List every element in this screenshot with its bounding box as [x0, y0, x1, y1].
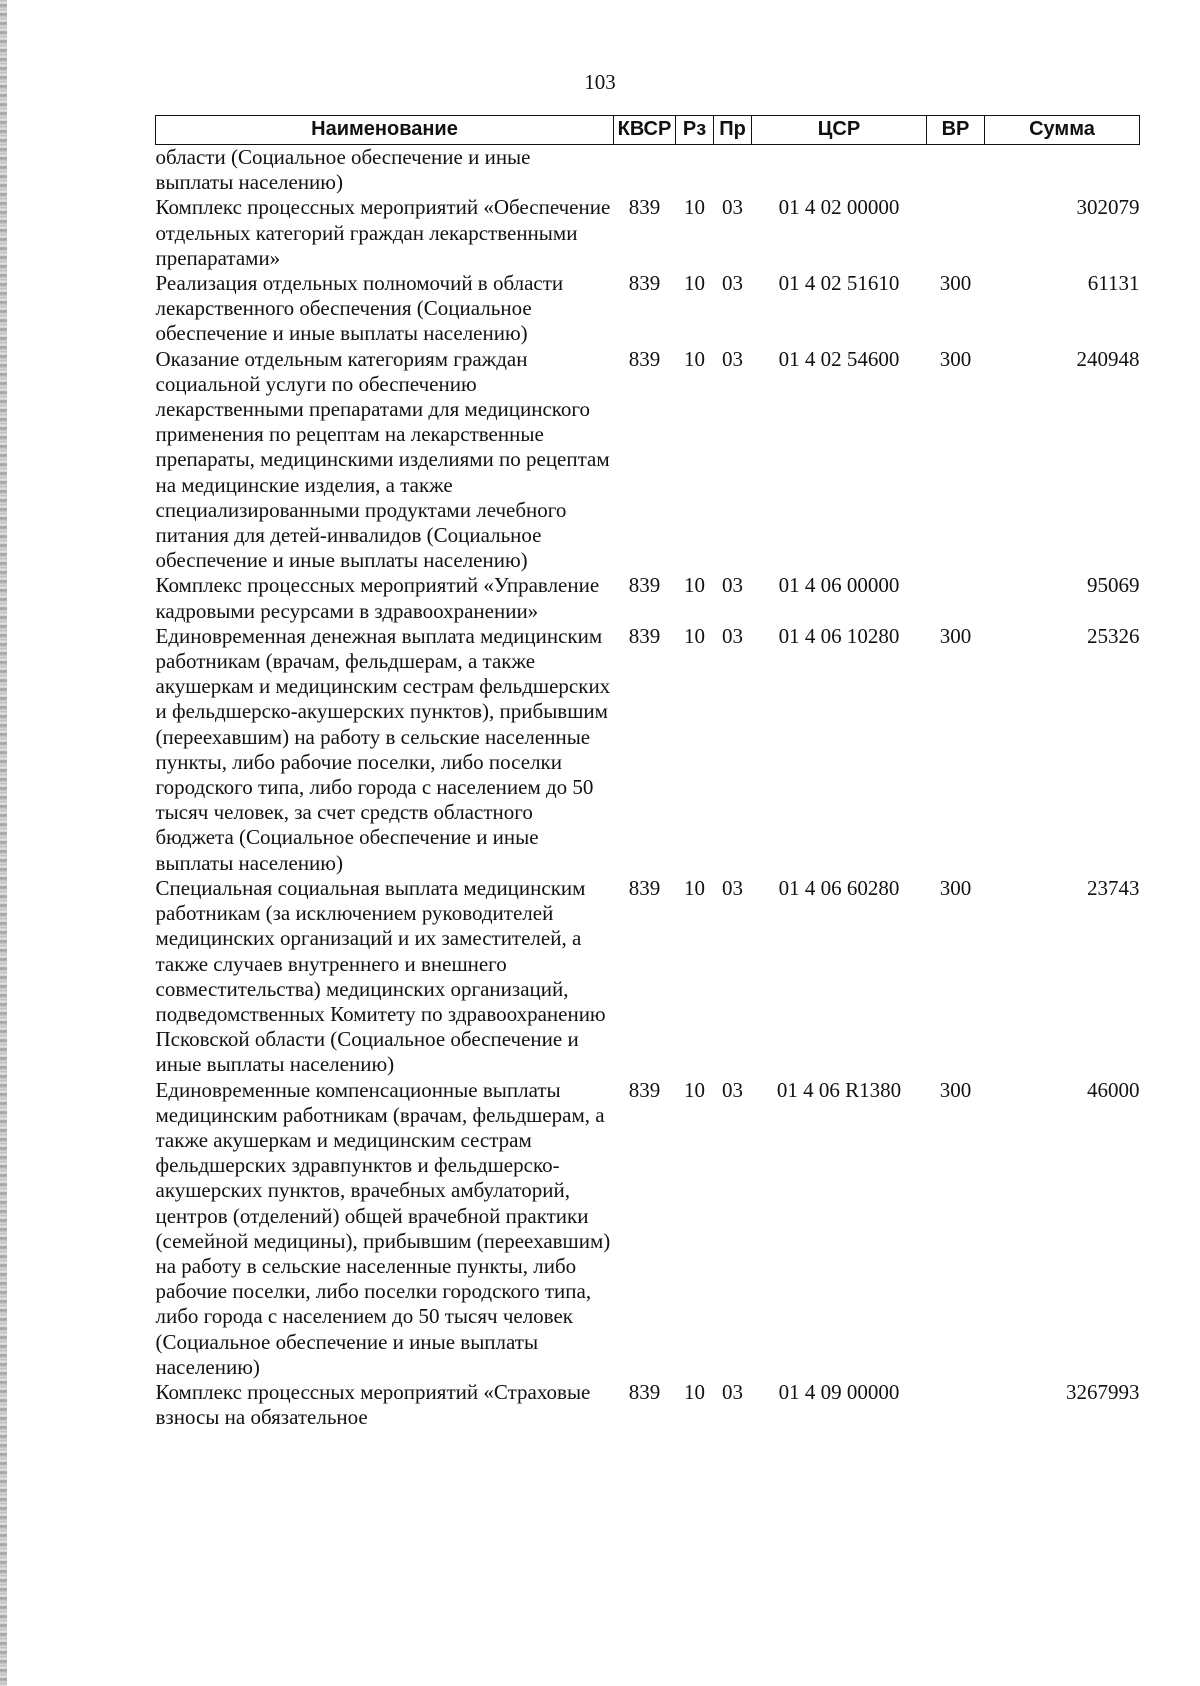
cell-kvsr: 839: [628, 346, 661, 371]
page-number: 103: [584, 70, 616, 94]
cell-csr: 01 4 02 00000: [778, 195, 900, 220]
cell-sum: 3267993: [1066, 1379, 1140, 1404]
cell-csr: 01 4 06 R1380: [776, 1077, 902, 1102]
scan-edge: [0, 0, 7, 1686]
cell-name: Реализация отдельных полномочий в области лекарственного обеспечения (Социальное обеспечение и иные выплаты населению): [155, 271, 564, 346]
cell-name: Комплекс процессных мероприятий «Обеспечение отдельных категорий граждан лекарственными препаратами»: [155, 195, 611, 270]
table-row: [156, 573, 1140, 623]
cell-rz: 10: [684, 1077, 705, 1102]
cell-pr: 03: [722, 271, 743, 296]
cell-pr: 03: [722, 623, 743, 648]
header-vr: ВР: [927, 116, 985, 145]
table-row: [156, 271, 1140, 347]
cell-vr: 300: [939, 271, 972, 296]
cell-vr: [927, 573, 985, 623]
cell-vr: [927, 195, 985, 271]
cell-csr: 01 4 06 10280: [778, 623, 900, 648]
cell-name: Оказание отдельным категориям граждан социальной услуги по обеспечению лекарственными препаратами для медицинского применения по рецептам на лекарственные препараты, медицинскими изделиями по рецептам на медицинские изделия, а также специализированными продуктами лечебного питания для детей-инвалидов (Социальное обеспечение и иные выплаты населению): [155, 346, 610, 573]
table-row: [156, 145, 1140, 196]
cell-rz: [676, 145, 714, 196]
cell-rz: 10: [684, 875, 705, 900]
cell-sum: 46000: [1087, 1077, 1140, 1102]
cell-pr: [714, 145, 752, 196]
cell-pr: 03: [722, 346, 743, 371]
cell-vr: [927, 145, 985, 196]
cell-sum: 240948: [1076, 346, 1140, 371]
cell-sum: 23743: [1087, 875, 1140, 900]
header-sum: Сумма: [985, 116, 1140, 145]
cell-rz: 10: [684, 573, 705, 598]
cell-csr: 01 4 02 54600: [778, 346, 900, 371]
cell-name: области (Социальное обеспечение и иные выплаты населению): [155, 145, 531, 195]
cell-csr: 01 4 06 60280: [778, 875, 900, 900]
cell-kvsr: [614, 145, 676, 196]
header-name: Наименование: [156, 116, 614, 145]
cell-pr: 03: [722, 1077, 743, 1102]
cell-name: Комплекс процессных мероприятий «Управление кадровыми ресурсами в здравоохранении»: [155, 573, 600, 623]
table-row: [156, 195, 1140, 271]
cell-sum: 61131: [1087, 271, 1140, 296]
cell-kvsr: 839: [628, 623, 661, 648]
header-rz: Рз: [676, 116, 714, 145]
cell-rz: 10: [684, 1379, 705, 1404]
cell-sum: 25326: [1087, 623, 1140, 648]
cell-pr: 03: [722, 1379, 743, 1404]
cell-sum: 302079: [1076, 195, 1140, 220]
table-row: [156, 624, 1140, 876]
cell-csr: 01 4 02 51610: [778, 271, 900, 296]
cell-kvsr: 839: [628, 1379, 661, 1404]
cell-csr: 01 4 09 00000: [778, 1379, 900, 1404]
cell-name: Специальная социальная выплата медицинским работникам (за исключением руководителей медицинских организаций и их заместителей, а также случаев внутреннего и внешнего совместительства) медицинских организаций, подведомственных Комитету по здравоохранению Псковской области (Социальное обеспечение и иные выплаты населению): [155, 875, 606, 1077]
cell-kvsr: 839: [628, 875, 661, 900]
cell-kvsr: 839: [628, 271, 661, 296]
cell-csr: [752, 145, 927, 196]
cell-pr: 03: [722, 875, 743, 900]
cell-vr: 300: [939, 875, 972, 900]
cell-vr: [927, 1380, 985, 1430]
table-row: [156, 1380, 1140, 1430]
cell-pr: 03: [722, 195, 743, 220]
table-row: [156, 876, 1140, 1078]
cell-sum: 95069: [1087, 573, 1140, 598]
cell-kvsr: 839: [628, 195, 661, 220]
cell-vr: 300: [939, 1077, 972, 1102]
cell-rz: 10: [684, 623, 705, 648]
cell-vr: 300: [939, 623, 972, 648]
cell-sum: [985, 145, 1140, 196]
header-kvsr: КВСР: [614, 116, 676, 145]
table-row: [156, 1078, 1140, 1380]
cell-rz: 10: [684, 346, 705, 371]
budget-table: [155, 115, 1140, 1430]
cell-name: Единовременная денежная выплата медицинским работникам (врачам, фельдшерам, а также акушеркам и медицинским сестрам фельдшерских и фельдшерско-акушерских пунктов), прибывшим (переехавшим) на работу в сельские населенные пункты, либо рабочие поселки, либо поселки городского типа, либо города с населением до 50 тысяч человек, за счет средств областного бюджета (Социальное обеспечение и иные выплаты населению): [155, 623, 611, 875]
cell-vr: 300: [939, 346, 972, 371]
cell-name: Комплекс процессных мероприятий «Страховые взносы на обязательное: [155, 1379, 591, 1430]
header-csr: ЦСР: [752, 116, 927, 145]
cell-csr: 01 4 06 00000: [778, 573, 900, 598]
table-row: [156, 347, 1140, 574]
cell-rz: 10: [684, 195, 705, 220]
cell-name: Единовременные компенсационные выплаты медицинским работникам (врачам, фельдшерам, а также акушеркам и медицинским сестрам фельдшерских здравпунктов и фельдшерско-акушерских пунктов, врачебных амбулаторий, центров (отделений) общей врачебной практики (семейной медицины), прибывшим (переехавшим) на работу в сельские населенные пункты, либо рабочие поселки, либо поселки городского типа, либо города с населением до 50 тысяч человек (Социальное обеспечение и иные выплаты населению): [155, 1077, 611, 1379]
header-row: [156, 116, 1140, 145]
cell-pr: 03: [722, 573, 743, 598]
cell-kvsr: 839: [628, 1077, 661, 1102]
cell-kvsr: 839: [628, 573, 661, 598]
header-pr: Пр: [714, 116, 752, 145]
cell-rz: 10: [684, 271, 705, 296]
